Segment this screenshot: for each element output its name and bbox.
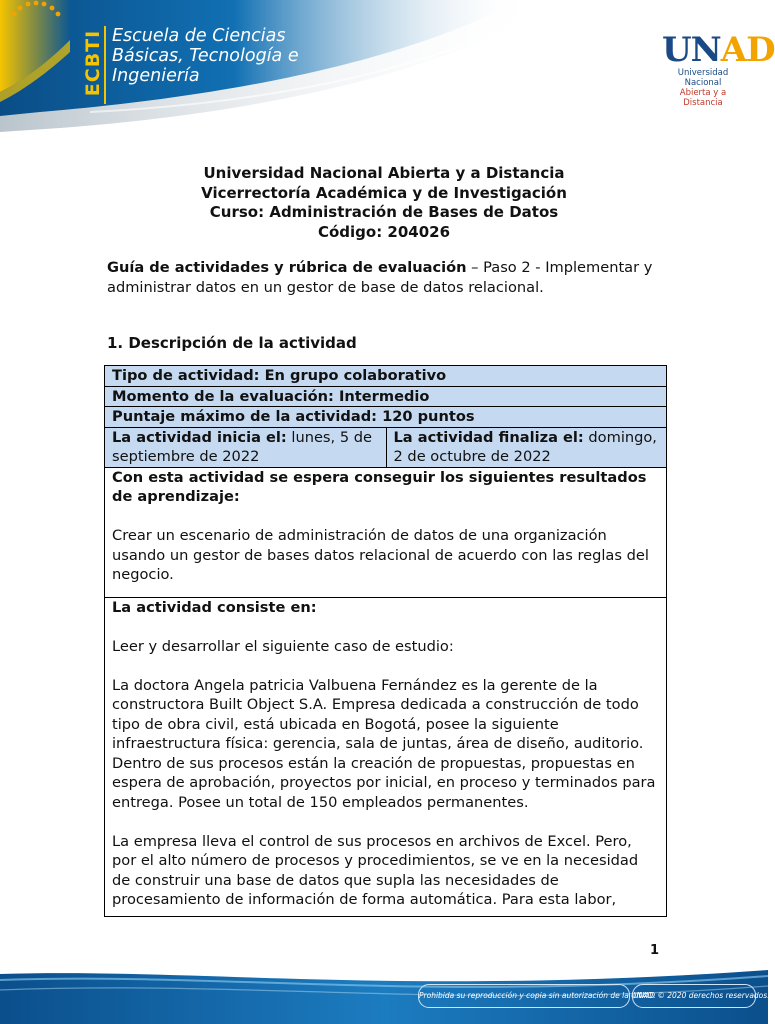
guide-title-bold: Guía de actividades y rúbrica de evaluación [107,259,467,276]
logo-divider [104,26,106,104]
row-evaluation-moment: Momento de la evaluación: Intermedio [105,387,666,408]
unad-logo-ad: AD [720,30,775,70]
school-name [112,26,352,86]
page-number: 1 [650,943,660,958]
document-title-block [0,164,768,242]
cell-start-date [105,428,386,467]
title-code: Código: 204026 [317,222,451,241]
unad-logo-u: U [662,30,691,70]
footer-banner [0,966,768,1024]
unad-logo-n: N [690,30,721,70]
unad-logo-subtitle [660,68,746,108]
end-date-label: La actividad finaliza el: [393,428,584,446]
cell-end-date [386,428,667,467]
footer-rights-notice: UNAD © 2020 derechos reservados. [632,984,756,1008]
ecbti-logo-text: ECBTI [82,29,104,97]
title-university: Universidad Nacional Abierta y a Distancia [203,164,565,182]
start-date-value: lunes, 5 de septiembre de 2022 [112,428,372,465]
school-name-line-3: Ingeniería [112,66,200,86]
row-activity-description [105,598,666,916]
header-banner [0,0,775,150]
activity-paragraph-1: Leer y desarrollar el siguiente caso de estudio: [112,637,454,655]
activity-table [104,365,667,917]
unad-logo-dots [0,0,90,72]
school-name-line-2: Básicas, Tecnología e [112,46,299,66]
row-dates [105,428,666,468]
row-max-score: Puntaje máximo de la actividad: 120 puntos [105,407,666,428]
guide-title-rest: – Paso 2 - Implementar y administrar datos en un gestor de base de datos relacional. [107,259,653,296]
school-name-line-1: Escuela de Ciencias [112,26,286,46]
learning-outcomes-heading: Con esta actividad se espera conseguir los siguientes resultados de aprendizaje: [112,468,647,505]
row-learning-outcomes [105,468,666,598]
row-activity-type: Tipo de actividad: En grupo colaborativo [105,366,666,387]
unad-logo-wordmark [662,30,775,70]
activity-paragraph-2: La doctora Angela patricia Valbuena Fernández es la gerente de la constructora Built Object S.A. Empresa dedicada a construcción de todo tipo de obra civil, está ubicada en Bogotá, posee la siguiente infraestructura física: gerencia, sala de juntas, área de diseño, auditorio. Dentro de sus procesos están la creación de propuestas, propuestas en espera de aprobación, proyectos por inicial, en proceso y terminados para entrega. Posee un total de 150 empleados permanentes. [112,676,656,811]
activity-description-heading: La actividad consiste en: [112,598,317,616]
title-course: Curso: Administración de Bases de Datos [209,203,559,221]
learning-outcomes-text: Crear un escenario de administración de datos de una organización usando un gestor de bases datos relacional de acuerdo con las reglas del negocio. [112,527,649,583]
unad-logo-subtitle-line-1: Universidad Nacional [677,68,729,88]
title-vicerrectoria: Vicerrectoría Académica y de Investigación [201,183,567,202]
end-date-value: domingo, 2 de octubre de 2022 [393,428,657,465]
unad-logo-subtitle-line-2: Abierta y a Distancia [679,88,727,108]
activity-paragraph-3: La empresa lleva el control de sus procesos en archivos de Excel. Pero, por el alto número de procesos y procedimientos, se ve en la necesidad de construir una base de datos que supla las necesidades de procesamiento de información de forma automática. Para esta labor, [112,832,639,908]
guide-title [107,258,667,297]
footer-copy-notice: Prohibida su reproducción y copia sin autorización de la UNAD. [418,984,630,1008]
start-date-label: La actividad inicia el: [112,428,287,446]
section-heading: 1. Descripción de la actividad [107,334,357,352]
